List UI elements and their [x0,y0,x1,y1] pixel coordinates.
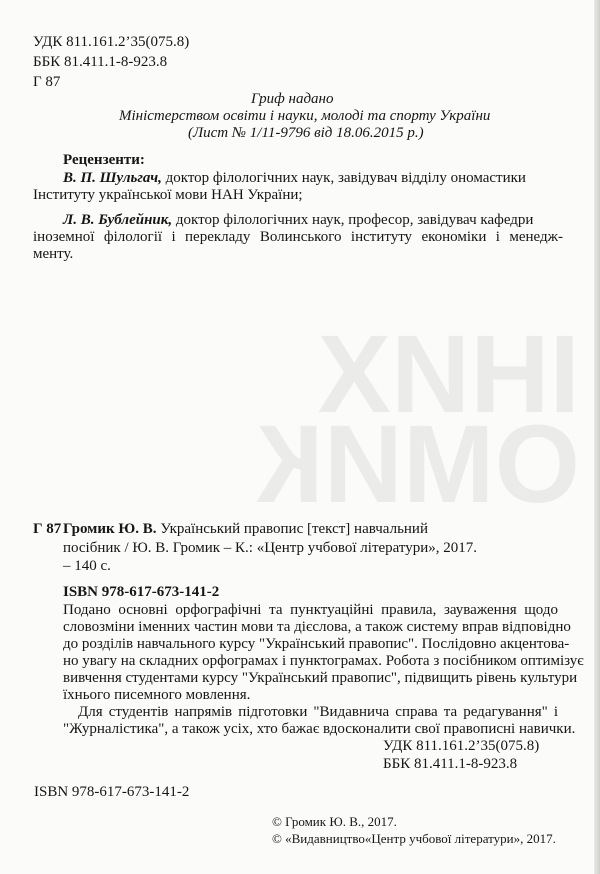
footer-isbn: ISBN 978-617-673-141-2 [34,784,190,800]
annotation-line-6: їхнього писемного мовлення. [63,687,251,703]
copyright-publisher: © «Видавництво«Центр учбової літератури», 2017. [272,831,556,846]
annotation-line-2: словозміни іменних частин мови та дієслова, а також систему вправ відповідно [63,619,571,635]
header-udk: УДК 811.161.2’35(075.8) [33,34,190,50]
reviewer-2-line-3: менту. [33,246,74,262]
audience-line-2: "Журналістика", а також усіх, хто бажає вдосконалити свої правописні навички. [63,721,576,737]
reviewer-2-line-2: іноземної філології і перекладу Волинського інституту економіки і менедж- [33,229,563,245]
header-code: Г 87 [33,74,61,90]
footer-udk: УДК 811.161.2’35(075.8) [383,738,540,754]
show-through-print: ІНИХ ОМИК [256,330,580,510]
approval-line-3: (Лист № 1/11-9796 від 18.06.2015 р.) [188,125,424,141]
annotation-line-1: Подано основні орфографічні та пунктуаційні правила, зауваження щодо [63,602,558,618]
catalog-isbn: ISBN 978-617-673-141-2 [63,584,220,600]
page-edge [594,0,600,874]
approval-line-1: Гриф надано [251,91,334,107]
annotation-line-3: до розділів навчального курсу "Український правопис". Послідовно акцентова- [63,636,570,652]
annotation-line-5: вивчення студентами курсу "Український правопис", підвищить рівень культури [63,670,578,686]
reviewers-title: Рецензенти: [63,152,145,168]
catalog-line-2: посібник / Ю. В. Громик – К.: «Центр учбової літератури», 2017. [63,540,478,556]
reviewer-1-line-2: Інституту української мови НАН України; [33,187,303,203]
reviewer-1-name: В. П. Шульгач, [63,170,162,186]
copyright-author: © Громик Ю. В., 2017. [272,814,397,829]
catalog-line-1: Громик Ю. В. Український правопис [текст] навчальний [63,521,428,537]
catalog-author: Громик Ю. В. [63,521,157,537]
header-bbk: ББК 81.411.1-8-923.8 [33,54,168,70]
footer-bbk: ББК 81.411.1-8-923.8 [383,756,518,772]
reviewer-1-line-1: В. П. Шульгач, доктор філологічних наук, завідувач відділу ономастики [63,170,526,186]
reviewer-2-line-1: Л. В. Бублейник, доктор філологічних наук, професор, завідувач кафедри [63,212,534,228]
approval-line-2: Міністерством освіти і науки, молоді та спорту України [119,108,491,124]
audience-line-1: Для студентів напрямів підготовки "Видавнича справа та редагування" і [78,704,558,720]
annotation-line-4: но увагу на складних орфограмах і пунктограмах. Робота з посібником оптимізує [63,653,584,669]
catalog-code: Г 87 [33,521,62,537]
catalog-line-3: – 140 с. [63,558,111,574]
reviewer-2-name: Л. В. Бублейник, [63,212,173,228]
